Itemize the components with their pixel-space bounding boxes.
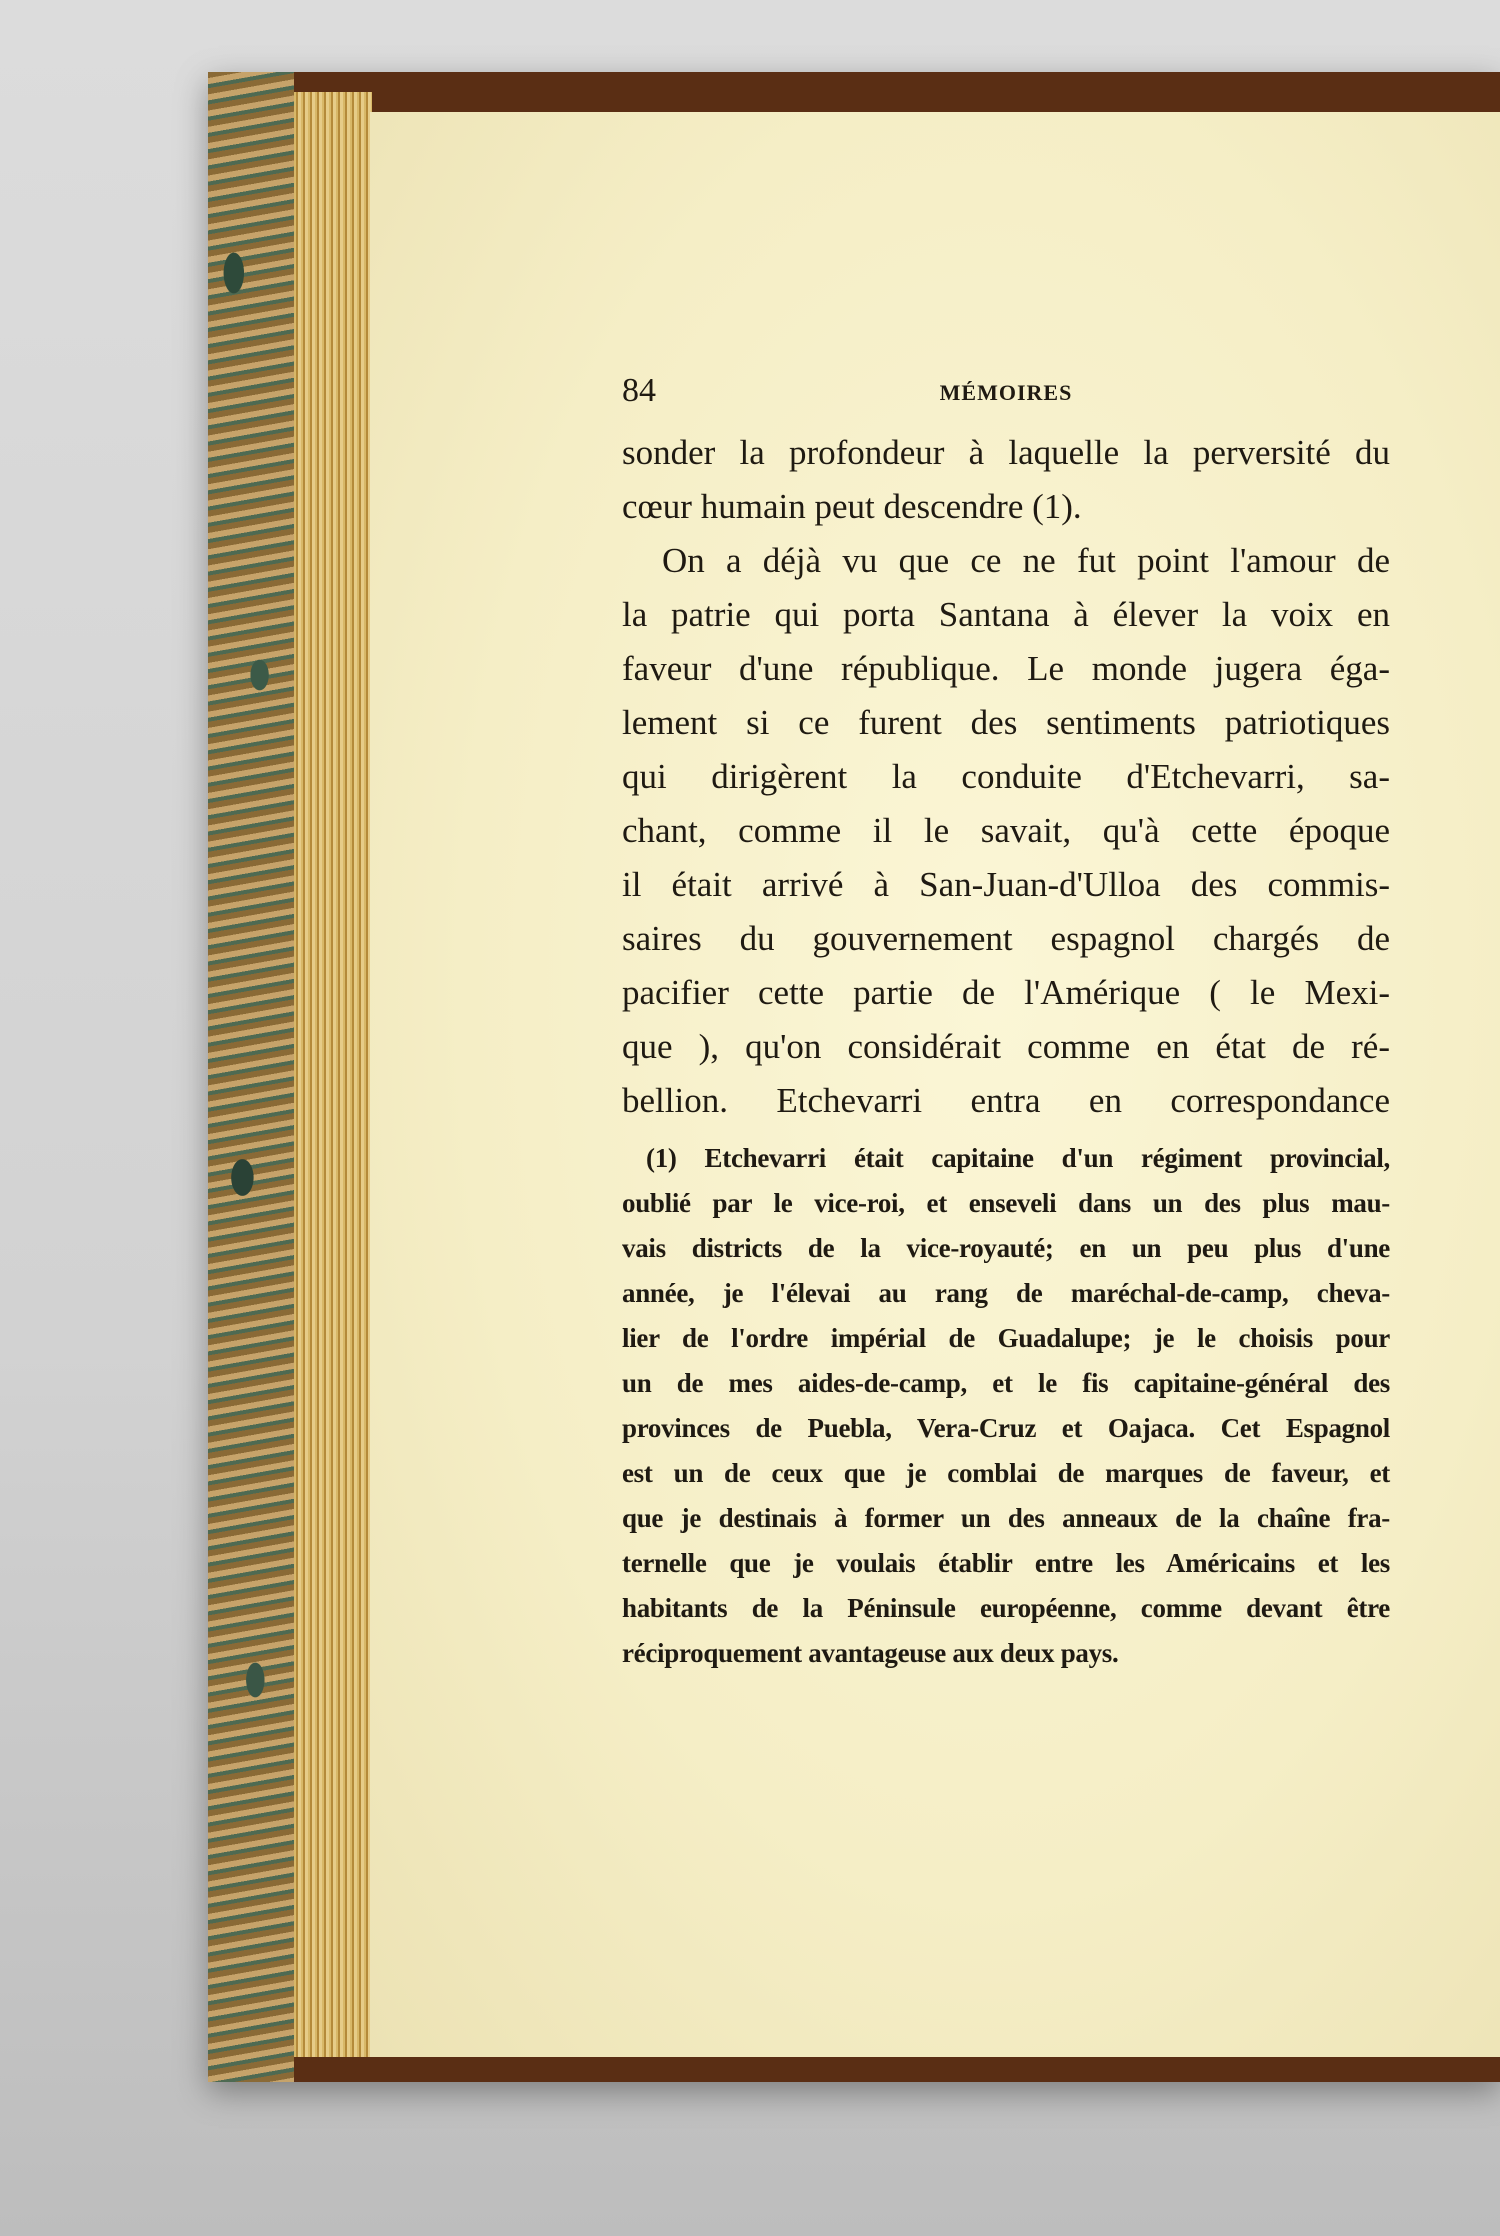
body-line: lement si ce furent des sentiments patriotiques (622, 703, 1390, 742)
page-number: 84 (622, 372, 656, 409)
body-line: bellion. Etchevarri entra en correspondance (622, 1081, 1390, 1120)
footnote-line: année, je l'élevai au rang de maréchal-de-camp, cheva- (622, 1278, 1390, 1308)
body-line: la patrie qui porta Santana à élever la voix en (622, 595, 1390, 634)
body-line: faveur d'une république. Le monde jugera éga- (622, 649, 1390, 688)
body-line: il était arrivé à San-Juan-d'Ulloa des commis- (622, 865, 1390, 904)
body-line: On a déjà vu que ce ne fut point l'amour de (662, 541, 1390, 580)
body-line: pacifier cette partie de l'Amérique ( le Mexi- (622, 973, 1390, 1012)
footnote-line: ternelle que je voulais établir entre les Américains et les (622, 1548, 1390, 1578)
marbled-cover (208, 72, 294, 2082)
running-title: MÉMOIRES (939, 380, 1073, 405)
footnote-line: lier de l'ordre impérial de Guadalupe; je le choisis pour (622, 1323, 1390, 1353)
body-line: chant, comme il le savait, qu'à cette époque (622, 811, 1390, 850)
footnote-line: oublié par le vice-roi, et enseveli dans un des plus mau- (622, 1188, 1390, 1218)
page-edges (294, 92, 372, 2057)
footnote-line: habitants de la Péninsule européenne, comme devant être (622, 1593, 1390, 1623)
body-line: qui dirigèrent la conduite d'Etchevarri, sa- (622, 757, 1390, 796)
body-line: sonder la profondeur à laquelle la perversité du (622, 433, 1390, 472)
footnote-line: réciproquement avantageuse aux deux pays. (622, 1638, 1119, 1668)
footnote-line: un de mes aides-de-camp, et le fis capitaine-général des (622, 1368, 1390, 1398)
footnote-line: vais districts de la vice-royauté; en un peu plus d'une (622, 1233, 1390, 1263)
footnote-line: que je destinais à former un des anneaux de la chaîne fra- (622, 1503, 1390, 1533)
footnote-line: (1) Etchevarri était capitaine d'un régiment provincial, (646, 1143, 1390, 1173)
footnote-line: provinces de Puebla, Vera-Cruz et Oajaca. Cet Espagnol (622, 1413, 1390, 1443)
body-line: cœur humain peut descendre (1). (622, 487, 1082, 526)
body-text (622, 426, 1390, 1128)
page-header (622, 372, 1390, 426)
page-text (622, 372, 1390, 1676)
footnote (622, 1136, 1390, 1676)
body-line: saires du gouvernement espagnol chargés de (622, 919, 1390, 958)
footnote-line: est un de ceux que je comblai de marques de faveur, et (622, 1458, 1390, 1488)
body-line: que ), qu'on considérait comme en état de ré- (622, 1027, 1390, 1066)
